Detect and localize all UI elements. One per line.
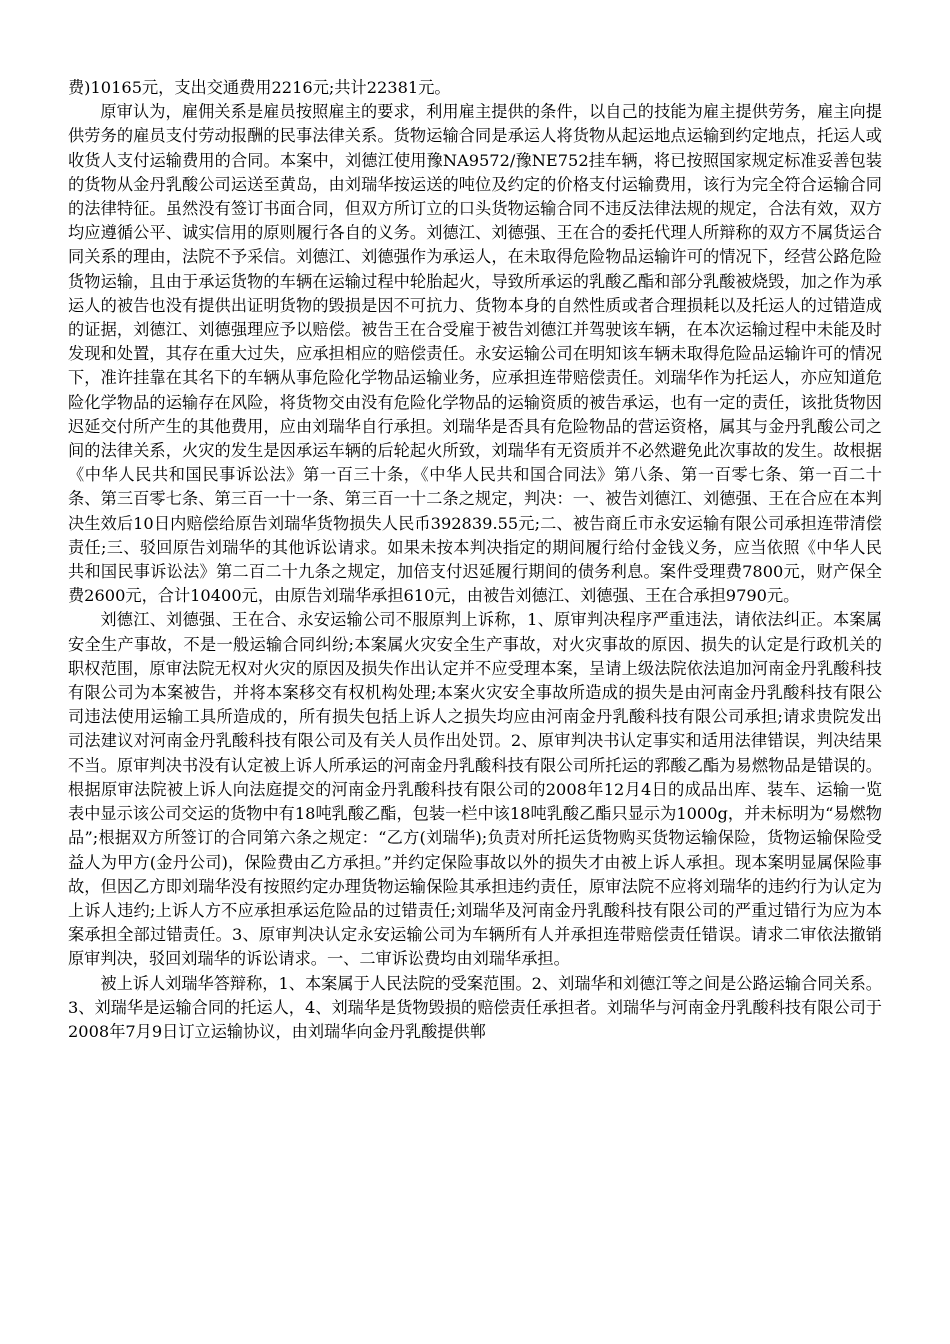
paragraph-appeal-grounds: 刘德江、刘德强、王在合、永安运输公司不服原判上诉称，1、原审判决程序严重违法，请依法纠正。本案属安全生产事故，不是一般运输合同纠纷;本案属火灾安全生产事故，对火灾事故的原因、损失的认定是行政机关的职权范围，原审法院无权对火灾的原因及损失作出认定并不应受理本案，呈请上级法院依法追加河南金丹乳酸科技有限公司为本案被告，并将本案移交有权机构处理;本案火灾安全事故所造成的损失是由河南金丹乳酸科技有限公司违法使用运输工具所造成的，所有损失包括上诉人之损失均应由河南金丹乳酸科技有限公司承担;请求贵院发出司法建议对河南金丹乳酸科技有限公司及有关人员作出处罚。2、原审判决书认定事实和适用法律错误，判决结果不当。原审判决书没有认定被上诉人所承运的河南金丹乳酸科技有限公司所托运的郛酸乙酯为易燃物品是错误的。根据原审法院被上诉人向法庭提交的河南金丹乳酸科技有限公司的2008年12月4日的成品出库、装车、运输一览表中显示该公司交运的货物中有18吨乳酸乙酯，包装一栏中该18吨乳酸乙酯只显示为1000g，并未标明为“易燃物品”;根据双方所签订的合同第六条之规定：“乙方(刘瑞华);负责对所托运货物购买货物运输保险，货物运输保险受益人为甲方(金丹公司)，保险费由乙方承担。”并约定保险事故以外的损失才由被上诉人承担。现本案明显属保险事故，但因乙方即刘瑞华没有按照约定办理货物运输保险其承担违约责任，原审法院不应将刘瑞华的违约行为认定为上诉人违约;上诉人方不应承担承运危险品的过错责任;刘瑞华及河南金丹乳酸科技有限公司的严重过错行为应为本案承担全部过错责任。3、原审判决认定永安运输公司为车辆所有人并承担连带赔偿责任错误。请求二审依法撤销原审判决，驳回刘瑞华的诉讼请求。一、二审诉讼费均由刘瑞华承担。	[68, 610, 882, 969]
document-page	[68, 76, 882, 1044]
paragraph-appellee-defense: 被上诉人刘瑞华答辩称，1、本案属于人民法院的受案范围。2、刘瑞华和刘德江等之间是公路运输合同关系。3、刘瑞华是运输合同的托运人，4、刘瑞华是货物毁损的赔偿责任承担者。刘瑞华与河南金丹乳酸科技有限公司于2008年7月9日订立运输协议，由刘瑞华向金丹乳酸提供郸	[68, 973, 882, 1041]
paragraph-expense-total: 费)10165元，支出交通费用2216元;共计22381元。	[68, 78, 451, 97]
paragraph-original-trial-opinion: 原审认为，雇佣关系是雇员按照雇主的要求，利用雇主提供的条件，以自己的技能为雇主提供劳务，雇主向提供劳务的雇员支付劳动报酬的民事法律关系。货物运输合同是承运人将货物从起运地点运输到约定地点，托运人或收货人支付运输费用的合同。本案中，刘德江使用豫NA9572/豫NE752挂车辆，将已按照国家规定标准妥善包装的货物从金丹乳酸公司运送至黄岛，由刘瑞华按运送的吨位及约定的价格支付运输费用，该行为完全符合运输合同的法律特征。虽然没有签订书面合同，但双方所订立的口头货物运输合同不违反法律法规的规定，合法有效，双方均应遵循公平、诚实信用的原则履行各自的义务。刘德江、刘德强、王在合的委托代理人所辩称的双方不属货运合同关系的理由，法院不予采信。刘德江、刘德强作为承运人，在未取得危险物品运输许可的情况下，经营公路危险货物运输，且由于承运货物的车辆在运输过程中轮胎起火，导致所承运的乳酸乙酯和部分乳酸被烧毁，加之作为承运人的被告也没有提供出证明货物的毁损是因不可抗力、货物本身的自然性质或者合理损耗以及托运人的过错造成的证据，刘德江、刘德强理应予以赔偿。被告王在合受雇于被告刘德江并驾驶该车辆，在本次运输过程中未能及时发现和处置，其存在重大过失，应承担相应的赔偿责任。永安运输公司在明知该车辆未取得危险品运输许可的情况下，准许挂靠在其名下的车辆从事危险化学物品运输业务，应承担连带赔偿责任。刘瑞华作为托运人，亦应知道危险化学物品的运输存在风险，将货物交由没有危险化学物品的运输资质的被告承运，也有一定的责任，该批货物因迟延交付所产生的其他费用，应由刘瑞华自行承担。刘瑞华是否具有危险物品的营运资格，属其与金丹乳酸公司之间的法律关系，火灾的发生是因承运车辆的后轮起火所致，刘瑞华有无资质并不必然避免此次事故的发生。故根据《中华人民共和国民事诉讼法》第一百三十条，《中华人民共和国合同法》第八条、第一百零七条、第一百二十条、第三百零七条、第三百一十一条、第三百一十二条之规定，判决：一、被告刘德江、刘德强、王在合应在本判决生效后10日内赔偿给原告刘瑞华货物损失人民币392839.55元;二、被告商丘市永安运输有限公司承担连带清偿责任;三、驳回原告刘瑞华的其他诉讼请求。如果未按本判决指定的期间履行给付金钱义务，应当依照《中华人民共和国民事诉讼法》第二百二十九条之规定，加倍支付迟延履行期间的债务利息。案件受理费7800元，财产保全费2600元，合计10400元，由原告刘瑞华承担610元，由被告刘德江、刘德强、王在合承担9790元。	[68, 102, 882, 606]
